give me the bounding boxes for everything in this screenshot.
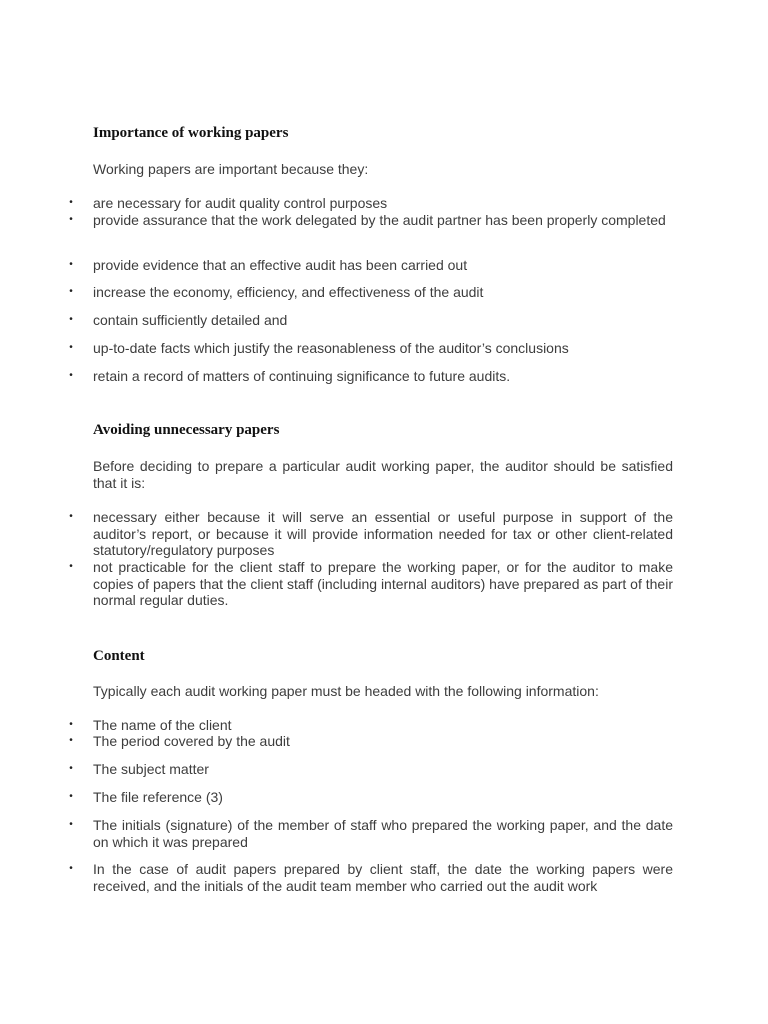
bullet-icon: • [69,763,73,774]
section-intro: Typically each audit working paper must be headed with the following information: [93,683,599,699]
bullet-icon: • [69,719,73,730]
list-item: • The file reference (3) [93,789,673,806]
bullet-icon: • [69,259,73,270]
list-item: • provide evidence that an effective audit has been carried out [93,257,673,274]
list-item: • necessary either because it will serve an essential or useful purpose in support of the auditor’s report, or because it will provide information needed for tax or other client-related statutory/regulatory purposes [93,509,673,559]
list-item: • In the case of audit papers prepared by client staff, the date the working papers were received, and the initials of the audit team member who carried out the audit work [93,861,673,894]
list-item: • The subject matter [93,761,673,778]
list-item: • provide assurance that the work delegated by the audit partner has been properly completed [93,212,673,229]
section-heading-content: Content [93,648,145,664]
section-heading-avoiding: Avoiding unnecessary papers [93,422,280,438]
bullet-icon: • [69,863,73,874]
list-item: • The initials (signature) of the member of staff who prepared the working paper, and the date on which it was prepared [93,817,673,850]
section-intro: Before deciding to prepare a particular audit working paper, the auditor should be satisfied that it is: [93,458,673,491]
bullet-icon: • [69,561,73,572]
bullet-icon: • [69,370,73,381]
bullet-icon: • [69,791,73,802]
bullet-icon: • [69,214,73,225]
list-item: • The period covered by the audit [93,733,673,750]
bullet-icon: • [69,511,73,522]
bullet-icon: • [69,819,73,830]
list-item: • increase the economy, efficiency, and effectiveness of the audit [93,284,673,301]
list-item: • contain sufficiently detailed and [93,312,673,329]
list-item: • The name of the client [93,717,673,734]
section-heading-importance: Importance of working papers [93,125,289,141]
list-item: • retain a record of matters of continuing significance to future audits. [93,368,673,385]
bullet-icon: • [69,286,73,297]
list-item: • are necessary for audit quality control purposes [93,195,673,212]
bullet-icon: • [69,735,73,746]
bullet-icon: • [69,342,73,353]
bullet-icon: • [69,314,73,325]
section-intro: Working papers are important because they: [93,161,369,177]
list-item: • up-to-date facts which justify the reasonableness of the auditor’s conclusions [93,340,673,357]
list-item: • not practicable for the client staff to prepare the working paper, or for the auditor to make copies of papers that the client staff (including internal auditors) have prepared as part of their normal regular duties. [93,559,673,609]
bullet-icon: • [69,197,73,208]
